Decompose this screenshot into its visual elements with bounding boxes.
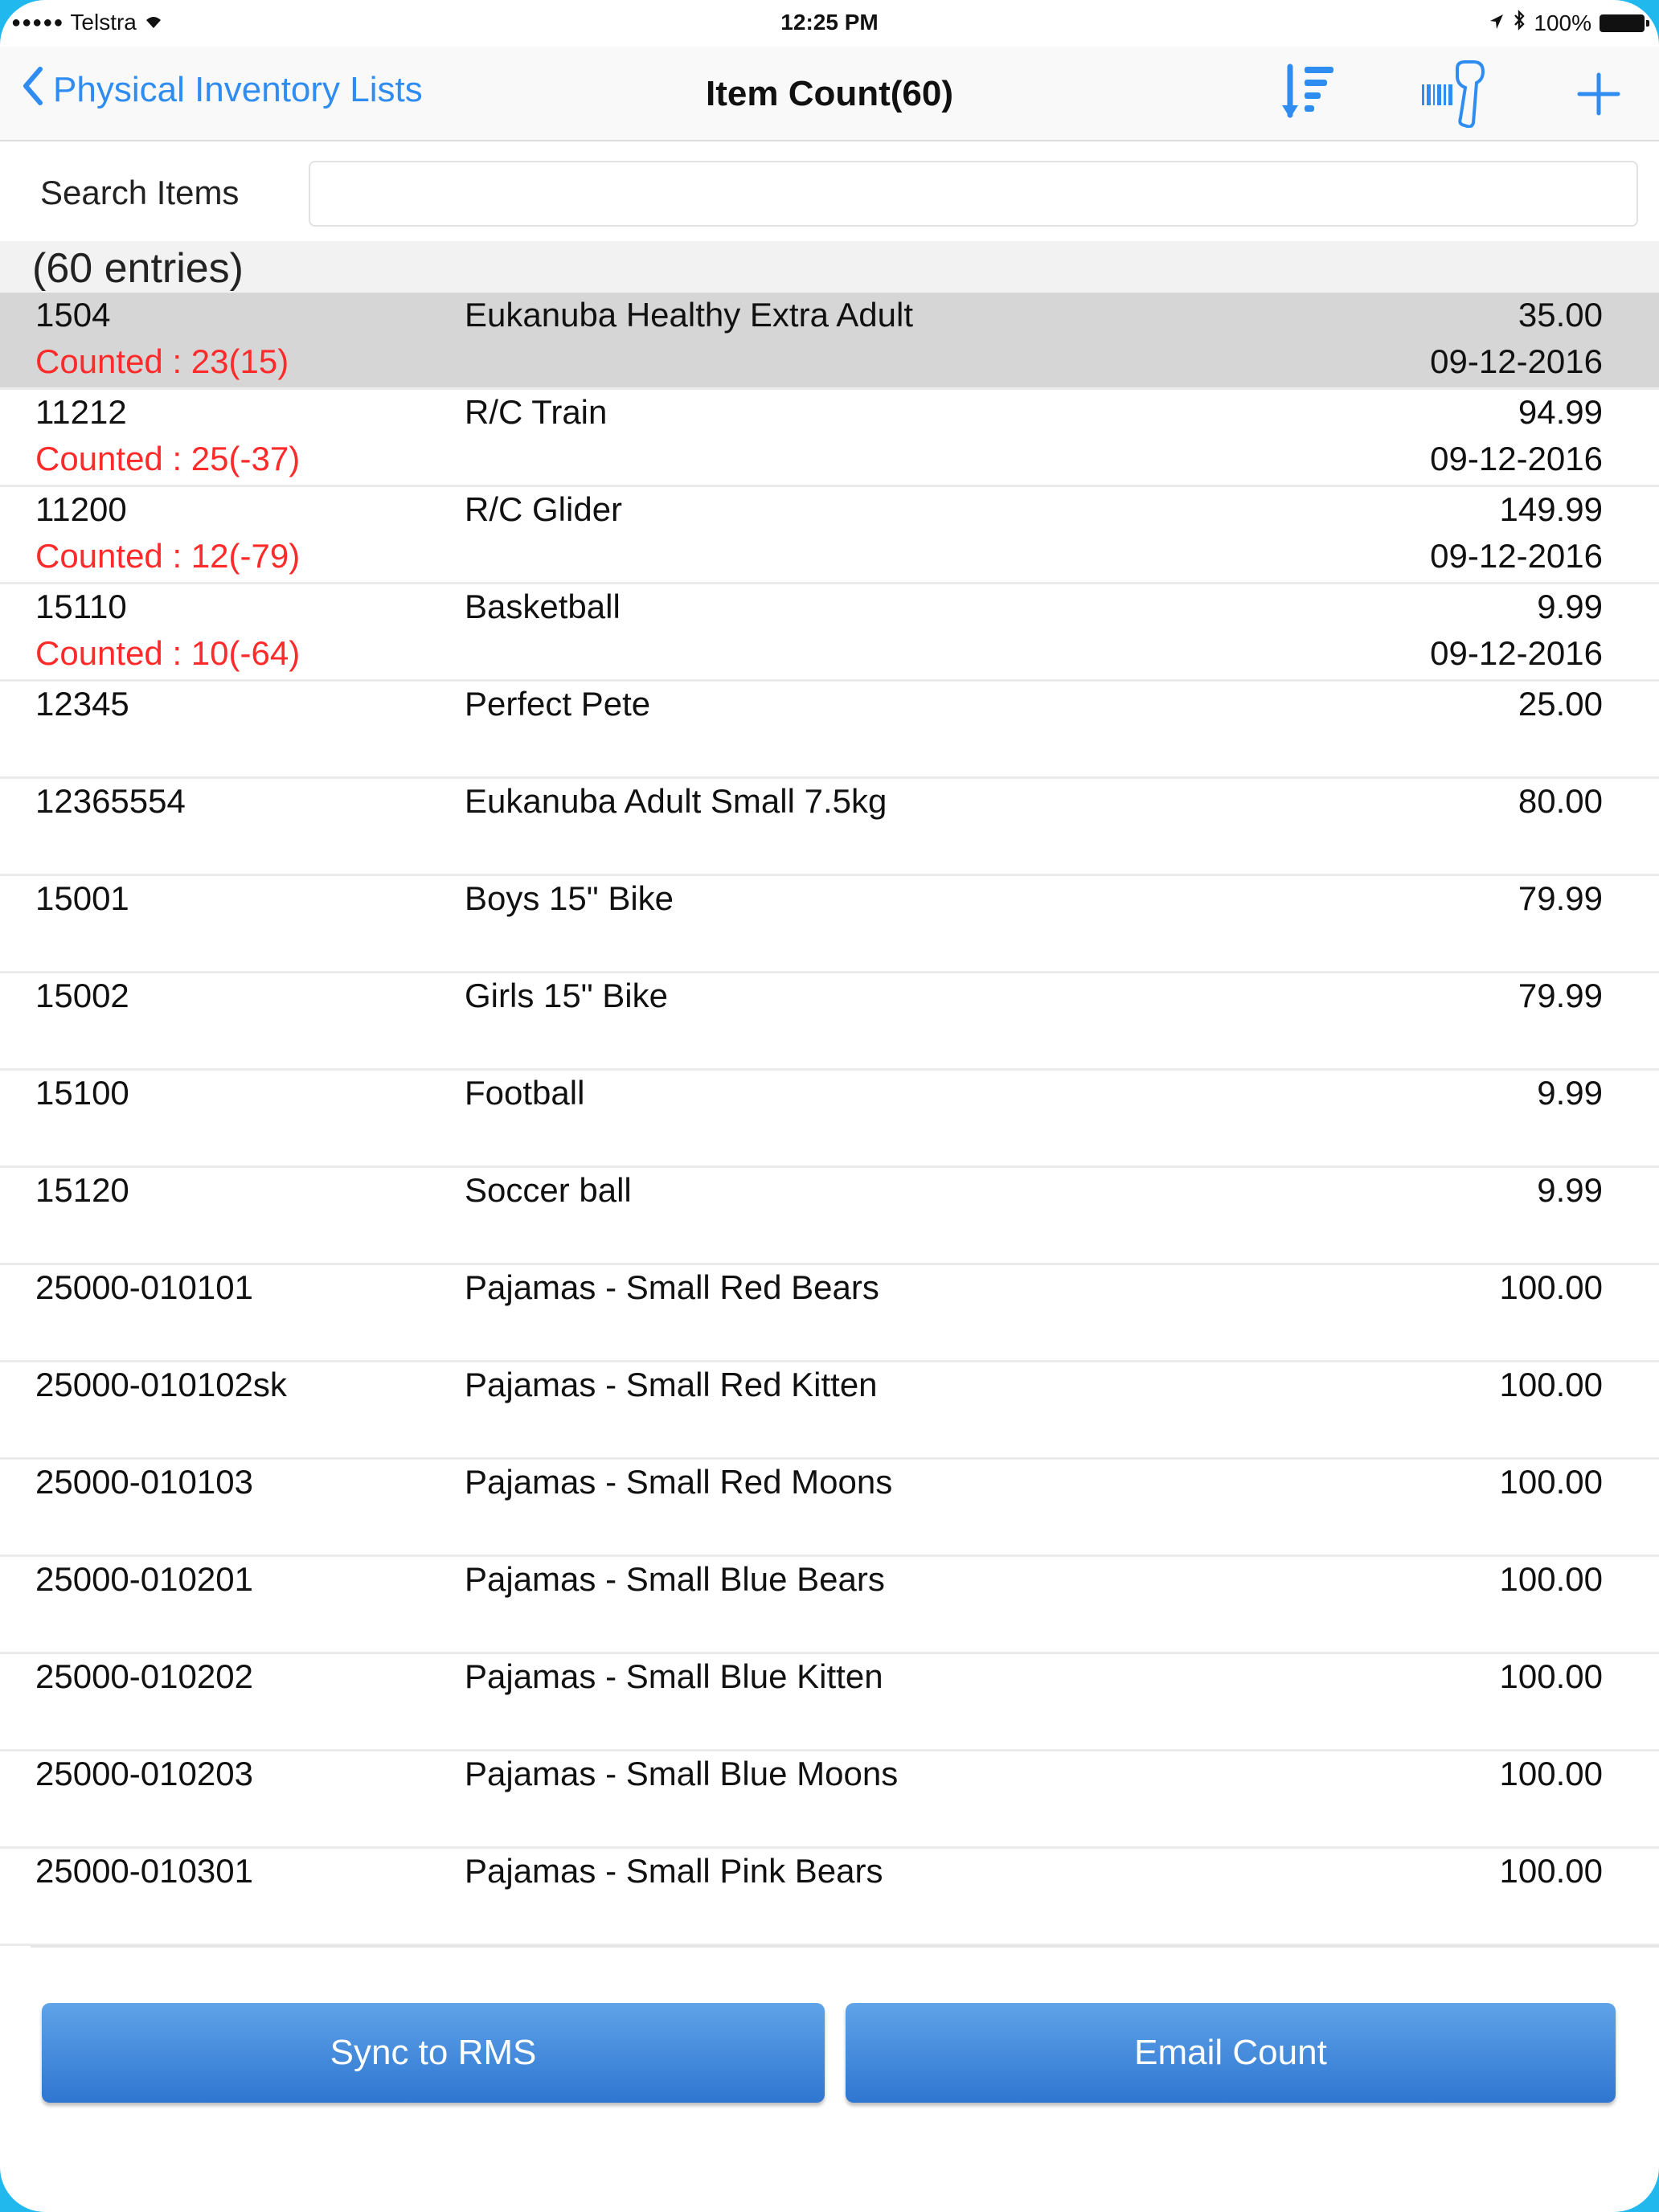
item-row[interactable] bbox=[0, 1751, 1659, 1849]
item-name: Eukanuba Adult Small 7.5kg bbox=[465, 782, 887, 820]
email-count-button[interactable]: Email Count bbox=[846, 2003, 1616, 2103]
item-price: 100.00 bbox=[1499, 1852, 1603, 1890]
item-row[interactable] bbox=[0, 293, 1659, 390]
item-price: 100.00 bbox=[1499, 1755, 1603, 1792]
status-time: 12:25 PM bbox=[780, 10, 879, 35]
item-code: 25000-010202 bbox=[35, 1657, 253, 1695]
sync-to-rms-button[interactable]: Sync to RMS bbox=[42, 2003, 825, 2103]
item-name: Pajamas - Small Blue Moons bbox=[465, 1755, 899, 1792]
chevron-left-icon bbox=[21, 66, 43, 115]
item-code: 15110 bbox=[35, 588, 127, 625]
carrier-name: Telstra bbox=[70, 10, 137, 35]
item-date: 09-12-2016 bbox=[1430, 440, 1603, 477]
item-row[interactable] bbox=[0, 1654, 1659, 1751]
item-price: 149.99 bbox=[1499, 490, 1603, 528]
item-list bbox=[0, 293, 1659, 1946]
item-code: 12365554 bbox=[35, 782, 186, 820]
item-name: Pajamas - Small Red Kitten bbox=[465, 1366, 878, 1403]
item-code: 25000-010201 bbox=[35, 1560, 253, 1598]
item-code: 25000-010102sk bbox=[35, 1366, 287, 1403]
item-code: 25000-010203 bbox=[35, 1755, 253, 1792]
item-row[interactable] bbox=[0, 1265, 1659, 1362]
item-row[interactable] bbox=[0, 1168, 1659, 1265]
bluetooth-icon bbox=[1513, 10, 1526, 36]
item-date: 09-12-2016 bbox=[1430, 342, 1603, 380]
item-counted: Counted : 23(15) bbox=[35, 342, 289, 380]
search-bar bbox=[0, 141, 1659, 244]
item-code: 25000-010101 bbox=[35, 1268, 253, 1306]
item-price: 35.00 bbox=[1518, 296, 1603, 334]
item-code: 15100 bbox=[35, 1074, 129, 1112]
item-row[interactable] bbox=[0, 876, 1659, 973]
item-row[interactable] bbox=[0, 390, 1659, 487]
item-name: Pajamas - Small Red Moons bbox=[465, 1463, 893, 1501]
item-price: 100.00 bbox=[1499, 1268, 1603, 1306]
item-price: 9.99 bbox=[1537, 1074, 1603, 1112]
item-name: R/C Train bbox=[465, 393, 608, 431]
item-name: Pajamas - Small Blue Kitten bbox=[465, 1657, 883, 1695]
item-counted: Counted : 10(-64) bbox=[35, 634, 301, 672]
item-name: Girls 15" Bike bbox=[465, 977, 668, 1014]
item-name: Pajamas - Small Pink Bears bbox=[465, 1852, 883, 1890]
item-row[interactable] bbox=[0, 487, 1659, 584]
location-arrow-icon bbox=[1489, 10, 1505, 36]
item-name: Pajamas - Small Blue Bears bbox=[465, 1560, 885, 1598]
back-button-label: Physical Inventory Lists bbox=[53, 70, 423, 109]
item-code: 25000-010301 bbox=[35, 1852, 253, 1890]
entries-header bbox=[0, 241, 1659, 293]
status-right bbox=[1489, 10, 1645, 36]
signal-strength-icon: ●●●●● bbox=[11, 13, 64, 31]
item-code: 15120 bbox=[35, 1171, 129, 1209]
status-bar bbox=[0, 0, 1659, 47]
item-price: 79.99 bbox=[1518, 879, 1603, 917]
item-row[interactable] bbox=[0, 779, 1659, 876]
entries-count: (60 entries) bbox=[32, 245, 244, 292]
search-label: Search Items bbox=[40, 174, 240, 211]
item-name: Eukanuba Healthy Extra Adult bbox=[465, 296, 914, 334]
plus-icon[interactable] bbox=[1563, 58, 1635, 130]
item-price: 79.99 bbox=[1518, 977, 1603, 1014]
item-row[interactable] bbox=[0, 682, 1659, 779]
item-price: 9.99 bbox=[1537, 588, 1603, 625]
item-row[interactable] bbox=[0, 584, 1659, 682]
item-row[interactable] bbox=[0, 973, 1659, 1071]
item-row[interactable] bbox=[0, 1849, 1659, 1946]
item-name: Basketball bbox=[465, 588, 621, 625]
item-price: 100.00 bbox=[1499, 1560, 1603, 1598]
sort-icon[interactable] bbox=[1273, 58, 1346, 130]
item-price: 94.99 bbox=[1518, 393, 1603, 431]
item-name: Boys 15" Bike bbox=[465, 879, 674, 917]
item-price: 9.99 bbox=[1537, 1171, 1603, 1209]
item-counted: Counted : 12(-79) bbox=[35, 537, 301, 575]
item-price: 25.00 bbox=[1518, 685, 1603, 723]
item-row[interactable] bbox=[0, 1071, 1659, 1168]
item-date: 09-12-2016 bbox=[1430, 634, 1603, 672]
item-counted: Counted : 25(-37) bbox=[35, 440, 301, 477]
item-code: 11200 bbox=[35, 490, 127, 528]
item-price: 100.00 bbox=[1499, 1366, 1603, 1403]
item-price: 80.00 bbox=[1518, 782, 1603, 820]
item-date: 09-12-2016 bbox=[1430, 537, 1603, 575]
item-name: Pajamas - Small Red Bears bbox=[465, 1268, 879, 1306]
item-row[interactable] bbox=[0, 1362, 1659, 1460]
item-name: Soccer ball bbox=[465, 1171, 632, 1209]
list-divider bbox=[31, 1945, 1659, 1948]
item-name: R/C Glider bbox=[465, 490, 623, 528]
battery-icon bbox=[1600, 14, 1645, 32]
item-row[interactable] bbox=[0, 1557, 1659, 1654]
item-code: 25000-010103 bbox=[35, 1463, 253, 1501]
navigation-bar bbox=[0, 47, 1659, 141]
item-row[interactable] bbox=[0, 1460, 1659, 1557]
item-price: 100.00 bbox=[1499, 1657, 1603, 1695]
page-title: Item Count(60) bbox=[706, 74, 953, 113]
item-code: 1504 bbox=[35, 296, 111, 334]
item-name: Perfect Pete bbox=[465, 685, 651, 723]
item-code: 15001 bbox=[35, 879, 129, 917]
item-code: 12345 bbox=[35, 685, 129, 723]
barcode-scanner-icon[interactable] bbox=[1419, 58, 1492, 130]
item-code: 11212 bbox=[35, 393, 127, 431]
back-button[interactable] bbox=[21, 66, 423, 114]
item-code: 15002 bbox=[35, 977, 129, 1014]
item-price: 100.00 bbox=[1499, 1463, 1603, 1501]
search-input[interactable] bbox=[309, 161, 1638, 227]
item-name: Football bbox=[465, 1074, 585, 1112]
battery-percent: 100% bbox=[1534, 10, 1591, 35]
